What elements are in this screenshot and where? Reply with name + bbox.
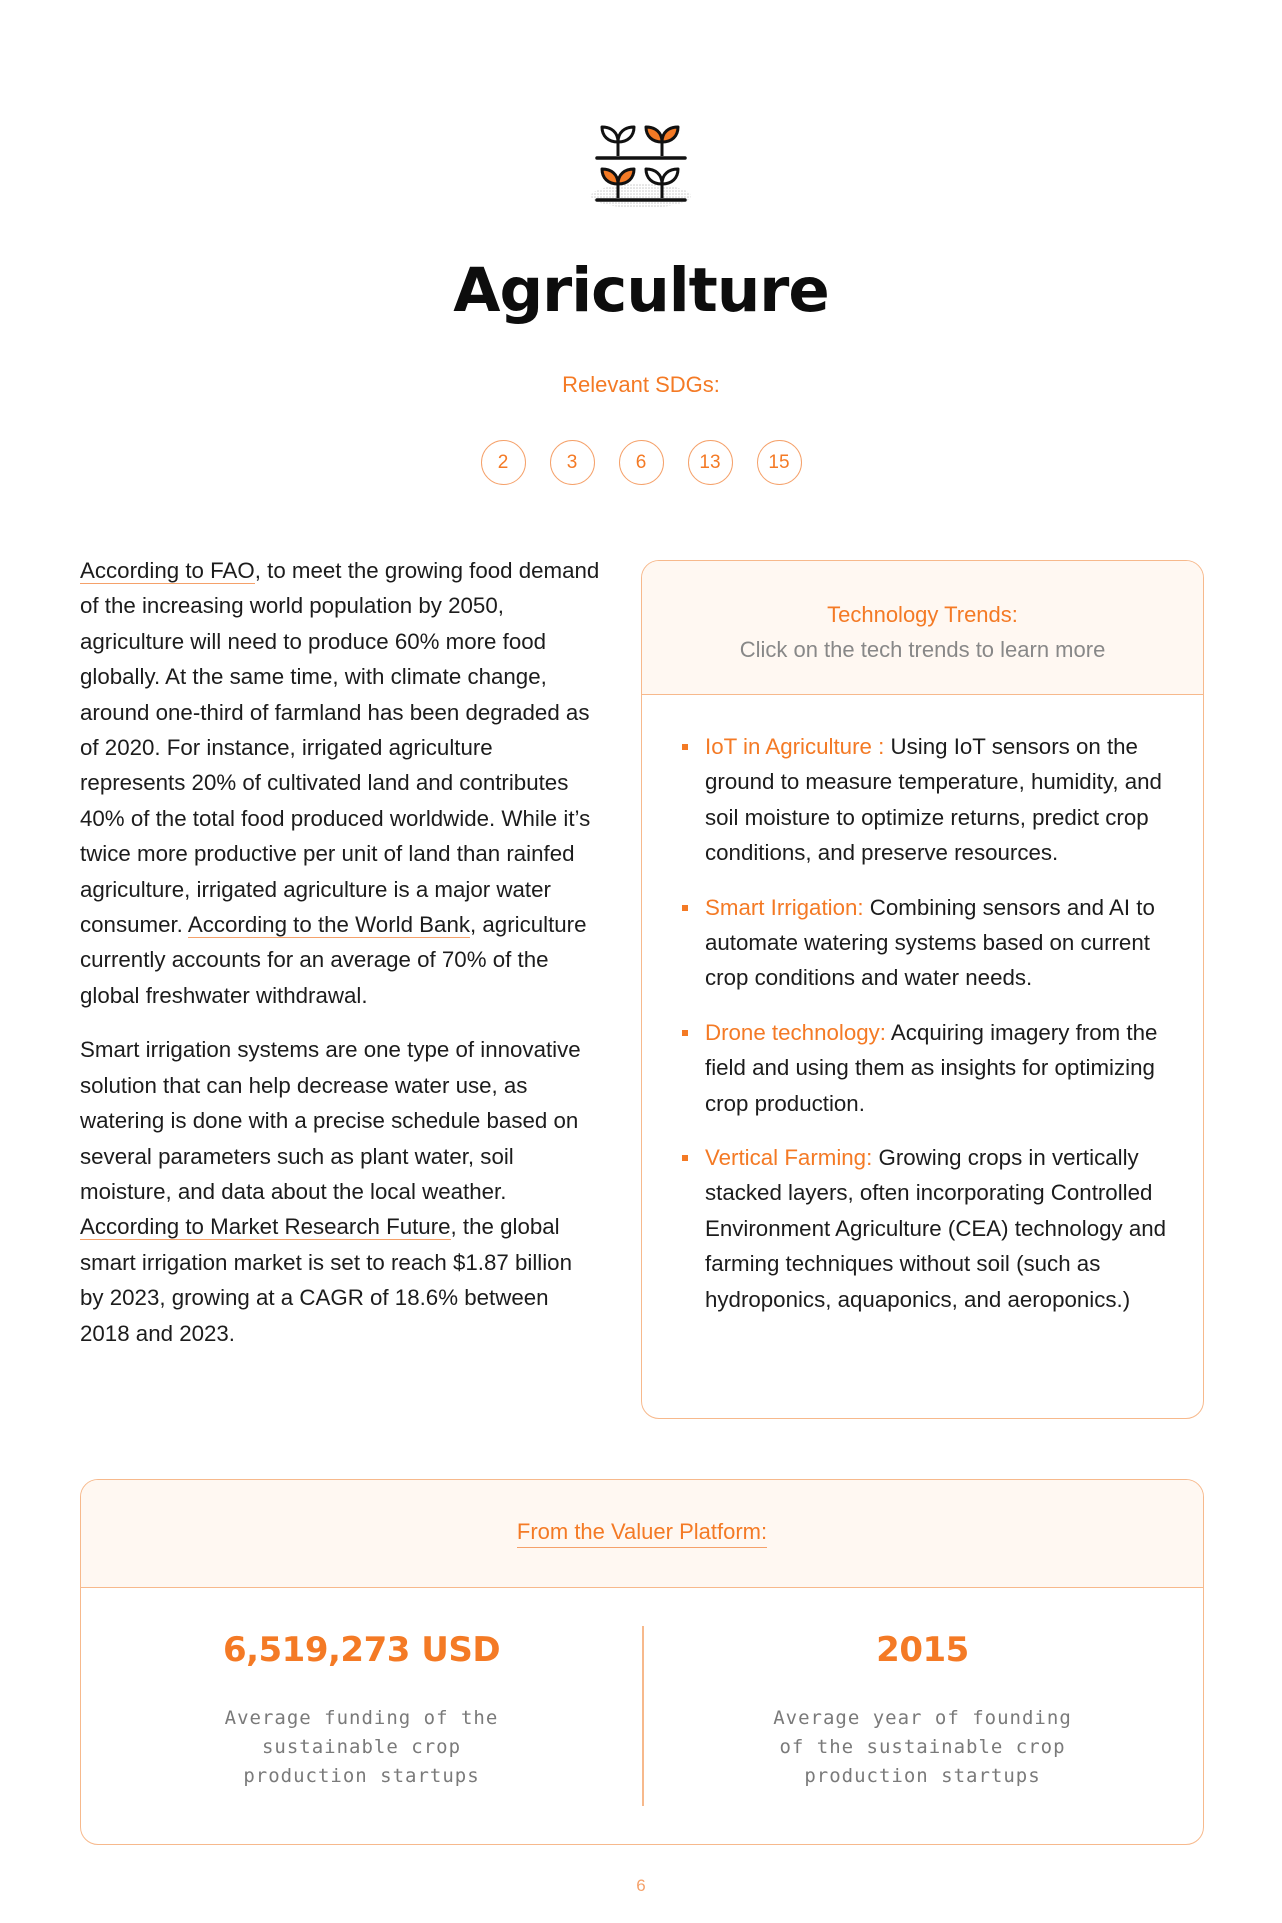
trend-item-drone: [682, 1015, 1173, 1121]
page-title: Agriculture: [453, 255, 829, 326]
fao-link[interactable]: According to FAO: [80, 558, 255, 583]
sdg-badge-2[interactable]: 2: [481, 440, 526, 485]
intro-text-segment: Smart irrigation systems are one type of innovative solution that can help decrease water use, as watering is done with a precise schedule based on several parameters such as plant water, soil moisture, and data about the local weather.: [80, 1037, 581, 1204]
intro-text-segment: , the global smart irrigation market is set to reach $1.87 billion by 2023, growing at a CAGR of 18.6% between 2018 and 2023.: [80, 1214, 572, 1346]
trend-description: Growing crops in vertically stacked layers, often incorporating Controlled Environment Agriculture (CEA) technology and farming techniques without soil (such as hydroponics, aquaponics, and aeroponics.): [705, 1145, 1167, 1312]
trend-description: Using IoT sensors on the ground to measure temperature, humidity, and soil moisture to optimize returns, predict crop conditions, and preserve resources.: [705, 734, 1162, 866]
trend-item-vertical-farming: [682, 1140, 1173, 1317]
stat-average-founding-year: [642, 1588, 1203, 1844]
sdg-badge-6[interactable]: 6: [619, 440, 664, 485]
stat-value: 2015: [876, 1630, 969, 1670]
valuer-stats: [81, 1588, 1203, 1844]
trend-link-drone[interactable]: Drone technology:: [705, 1019, 886, 1045]
sdg-badge-13[interactable]: 13: [688, 440, 733, 485]
stat-description: Average year of founding of the sustainable crop production startups: [773, 1707, 1072, 1787]
stat-value: 6,519,273 USD: [222, 1630, 501, 1670]
stat-description: Average funding of the sustainable crop production startups: [224, 1707, 499, 1787]
sdg-badge-15[interactable]: 15: [757, 440, 802, 485]
valuer-platform-box: [80, 1479, 1204, 1845]
trend-description: Combining sensors and AI to automate watering systems based on current crop conditions and water needs.: [705, 894, 1155, 991]
sdg-list: [0, 440, 1282, 485]
trend-description: Acquiring imagery from the field and using them as insights for optimizing crop production.: [705, 1019, 1158, 1116]
trend-link-smart-irrigation[interactable]: Smart Irrigation:: [705, 894, 864, 920]
stat-average-funding: [81, 1588, 642, 1844]
trends-list: [642, 695, 1203, 1317]
trend-item-iot: [682, 729, 1173, 871]
page-number: 6: [636, 1876, 646, 1895]
technology-trends-box: [641, 560, 1204, 1419]
plant-sprouts-icon: [582, 118, 700, 218]
intro-text: [80, 553, 600, 1370]
trend-item-smart-irrigation: [682, 890, 1173, 996]
valuer-platform-link[interactable]: From the Valuer Platform:: [517, 1519, 767, 1548]
trend-link-iot[interactable]: IoT in Agriculture :: [705, 734, 885, 759]
trend-link-vertical-farming[interactable]: Vertical Farming:: [705, 1145, 873, 1171]
intro-text-segment: , agriculture currently accounts for an average of 70% of the global freshwater withdrawal.: [80, 912, 587, 1008]
trends-title: Technology Trends:: [827, 602, 1018, 627]
sdg-label: Relevant SDGs:: [562, 372, 720, 397]
sdg-badge-3[interactable]: 3: [550, 440, 595, 485]
world-bank-link[interactable]: According to the World Bank: [187, 912, 470, 938]
intro-text-segment: , to meet the growing food demand of the increasing world population by 2050, agriculture will need to produce 60% more food globally. At the same time, with climate change, around one-third of farmland has been degraded as of 2020. For instance, irrigated agriculture represents 20% of cultivated land and contributes 40% of the total food produced worldwide. While it’s twice more productive per unit of land than rainfed agriculture, irrigated agriculture is a major water consumer.: [80, 558, 600, 938]
market-research-link[interactable]: According to Market Research Future: [80, 1214, 451, 1240]
stat-divider: [642, 1626, 644, 1806]
intro-paragraph-2: [80, 1032, 600, 1351]
trends-subtitle: Click on the tech trends to learn more: [739, 637, 1106, 662]
trends-header: [642, 561, 1203, 695]
intro-paragraph-1: [80, 553, 600, 1013]
valuer-header: [81, 1480, 1203, 1588]
